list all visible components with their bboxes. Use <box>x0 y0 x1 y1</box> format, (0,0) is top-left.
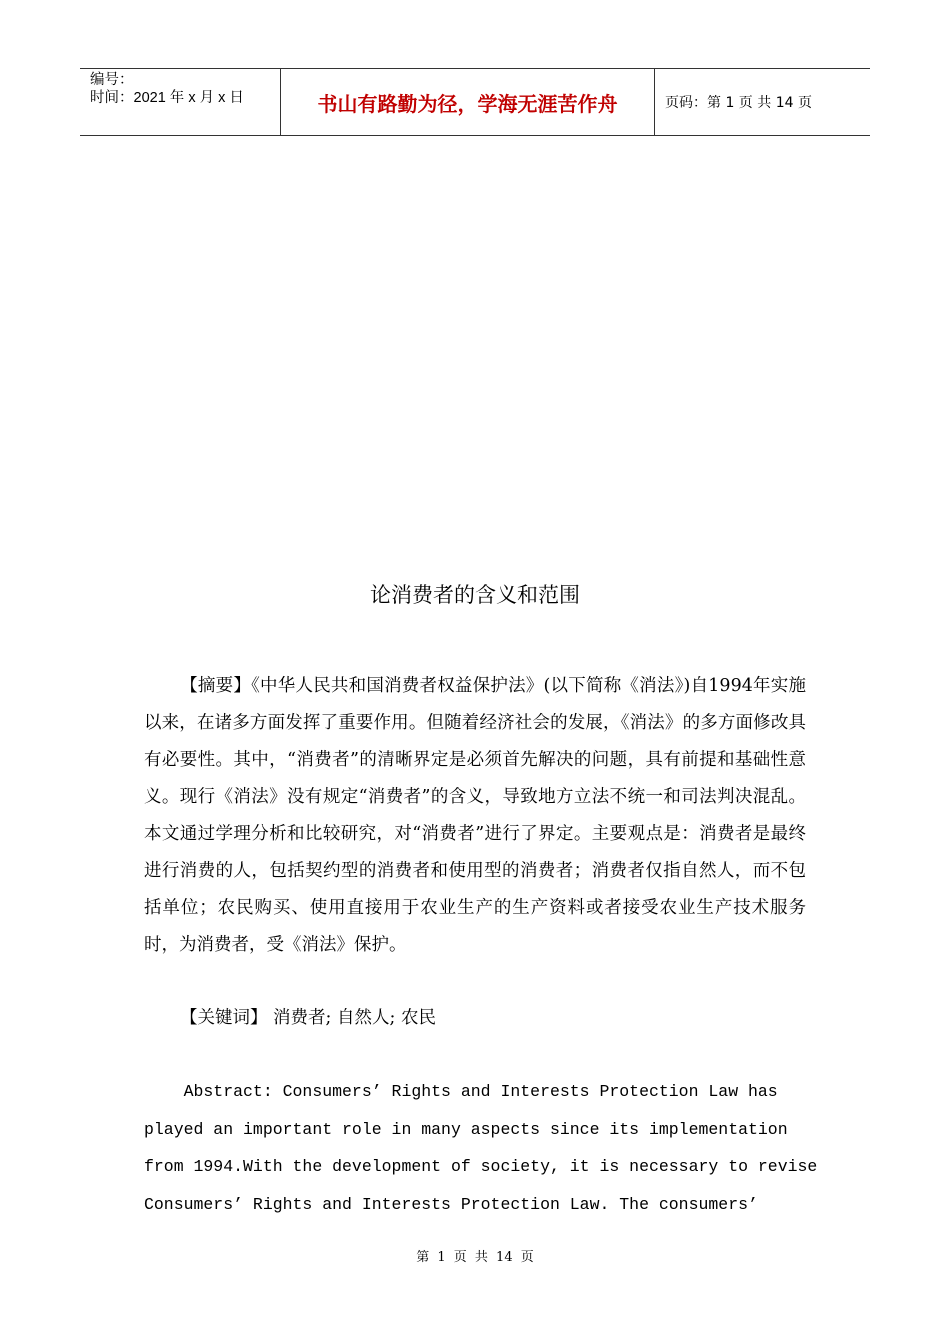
number-label: 编号： <box>90 72 134 88</box>
page-title: 论消费者的含义和范围 <box>370 583 580 607</box>
header-motto: 书山有路勤为径，学海无涯苦作舟 <box>281 69 655 135</box>
abstract-english-line: from 1994.With the development of society, it is necessary to revise <box>144 1157 818 1176</box>
abstract-english-line: Abstract: Consumers’ Rights and Interests Protection Law has <box>144 1082 778 1101</box>
time-label: 时间：2021 年 x 月 x 日 <box>90 90 244 106</box>
abstract-english-line: played an important role in many aspects since its implementation <box>144 1119 788 1139</box>
header-meta <box>80 69 281 135</box>
abstract-english <box>144 1073 818 1223</box>
abstract-chinese <box>144 668 806 964</box>
document-header <box>80 68 870 136</box>
header-page-info: 页码：第 1 页 共 14 页 <box>665 95 812 111</box>
keywords: 【关键词】 消费者; 自然人; 农民 <box>180 1008 436 1028</box>
page-footer: 第 1 页 共 14 页 <box>416 1250 534 1265</box>
abstract-english-line: Consumers’ Rights and Interests Protection Law. The consumers’ <box>144 1194 758 1214</box>
abstract-chinese-text: 【摘要】《中华人民共和国消费者权益保护法》(以下简称《消法》)自1994年实施以来，在诸多方面发挥了重要作用。但随着经济社会的发展，《消法》的多方面修改具有必要性。其中，“消费者”的清晰界定是必须首先解决的问题，具有前提和基础性意义。现行《消法》没有规定“消费者”的含义，导致地方立法不统一和司法判决混乱。本文通过学理分析和比较研究，对“消费者”进行了界定。主要观点是：消费者是最终进行消费的人，包括契约型的消费者和使用型的消费者；消费者仅指自然人，而不包括单位；农民购买、使用直接用于农业生产的生产资料或者接受农业生产技术服务时，为消费者，受《消法》保护。 <box>144 676 806 955</box>
